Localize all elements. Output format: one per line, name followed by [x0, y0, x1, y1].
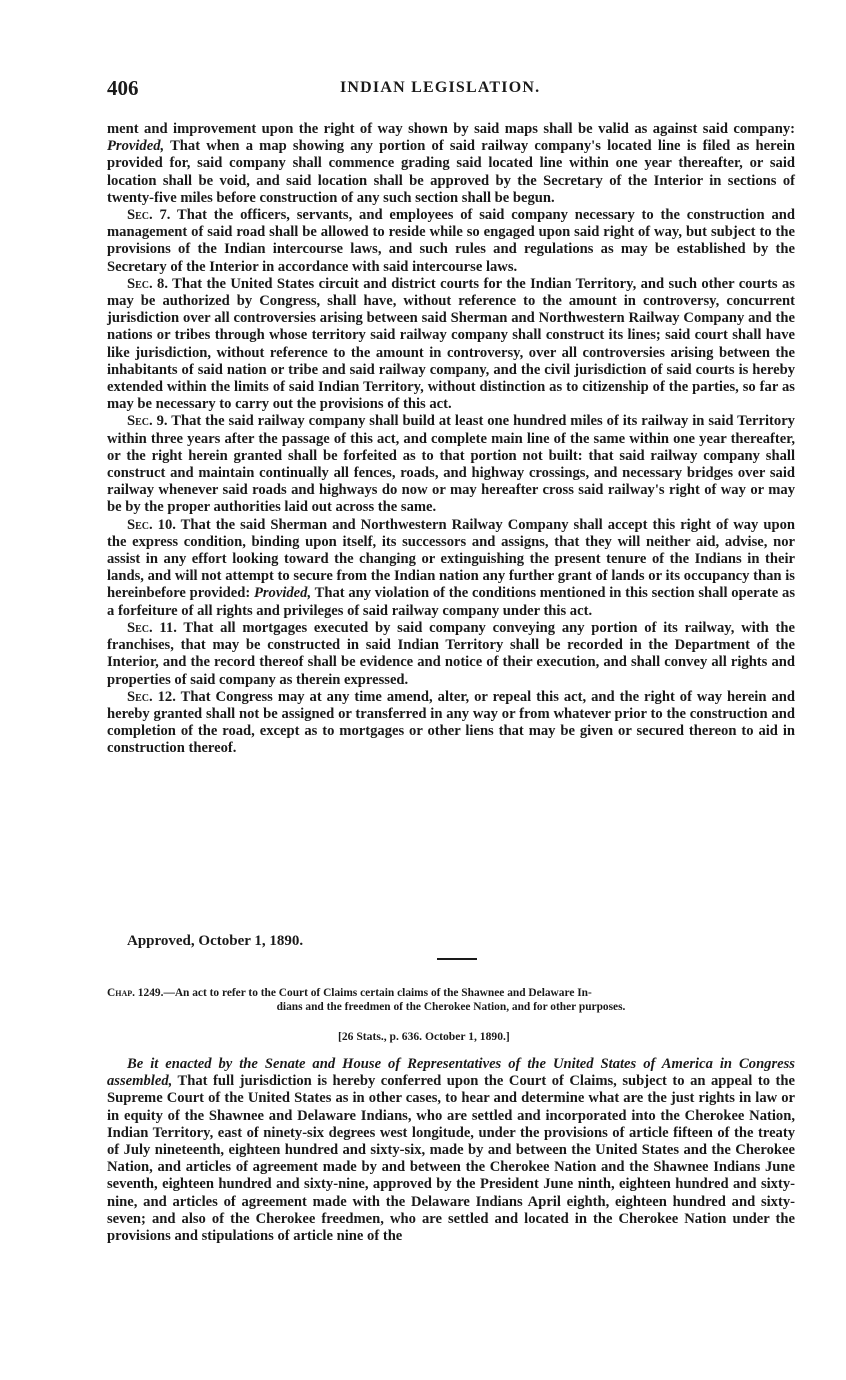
- section-text: That Congress may at any time amend, alter, or repeal this act, and the right of way herein and hereby granted shall not be assigned or transferred in any way or from whatever prior to the construction and completion of the road, except as to mortgages or other liens that may be given or secured thereon to aid in construction thereof.: [107, 688, 795, 757]
- section-text: That the United States circuit and district courts for the Indian Territory, and such other courts as may be authorized by Congress, shall have, without reference to the amount in controversy, concurrent jurisdiction over all controversies arising between said Sherman and Northwestern Railway Company and the nations or tribes through whose territory said railway company shall construct its lines; said court shall have like jurisdiction, without reference to the amount in controversy, over all controversies arising between the inhabitants of said nation or tribe and said railway company, and the civil jurisdiction of said courts is hereby extended within the limits of said Indian Territory, without distinction as to citizenship of the parties, so far as may be necessary to carry out the provisions of this act.: [107, 275, 795, 413]
- section-8: [107, 276, 795, 414]
- enacting-clause: Be it enacted by the Senate and House of Representatives of the United States of America in Congress assembled,: [107, 1056, 795, 1090]
- approval-date: Approved, October 1, 1890.: [127, 933, 304, 949]
- paragraph-text: ment and improvement upon the right of way shown by said maps shall be valid as against said company:: [107, 121, 795, 137]
- section-label: Sec. 12.: [127, 688, 176, 705]
- statute-body: [107, 121, 795, 758]
- section-text: That the said Sherman and Northwestern Railway Company shall accept this right of way upon the express condition, binding upon itself, its successors and assigns, that they will neither aid, advise, nor assist in any effort looking toward the changing or extinguishing the present tenure of the Indians in their lands, and will not attempt to secure from the Indian nation any further grant of lands or its occupancy than is hereinbefore provided:: [107, 516, 795, 602]
- section-label: Sec. 7.: [127, 207, 171, 224]
- statute-citation: [26 Stats., p. 636. October 1, 1890.]: [338, 1030, 510, 1043]
- chapter-title-line1: —An act to refer to the Court of Claims certain claims of the Shawnee and Delaware In-: [163, 987, 592, 999]
- section-text: That the said railway company shall build at least one hundred miles of its railway in said Territory within three years after the passage of this act, and complete main line of the same within one year thereafter, or the right herein granted shall be forfeited as to that portion not built: that said railway company shall construct and maintain continually all fences, roads, and highway crossings, and necessary bridges over said railway whenever said roads and highways do now or may hereafter cross said railway's right of way or may be by the proper authorities laid out across the same.: [107, 413, 795, 516]
- running-head: INDIAN LEGISLATION.: [340, 79, 541, 96]
- enactment-text: That full jurisdiction is hereby conferred upon the Court of Claims, subject to an appeal to the Supreme Court of the United States as in other cases, to hear and determine what are the just rights in law or in equity of the Shawnee and Delaware Indians, who are settled and incorporated into the Cherokee Nation, Indian Territory, east of ninety-six degrees west longitude, under the provisions of article fifteen of the treaty of July nineteenth, eighteen hundred and sixty-six, made by and between the United States and the Cherokee Nation, and articles of agreement made by and between the Cherokee Nation and the Shawnee Indians June seventh, eighteen hundred and sixty-nine, approved by the President June ninth, eighteen hundred and sixty-nine, and articles of agreement made with the Delaware Indians April eighth, eighteen hundred and sixty-seven; and also of the Cherokee freedmen, who are settled and located in the Cherokee Nation under the provisions and stipulations of article nine of the: [107, 1073, 795, 1245]
- continued-paragraph: [107, 121, 795, 207]
- section-label: Sec. 8.: [127, 275, 168, 292]
- section-label: Sec. 10.: [127, 516, 176, 533]
- paragraph-text: That when a map showing any portion of said railway company's located line is filed as herein provided for, said company shall commence grading said located line within one year thereafter, or said location shall be void, and said location shall be approved by the Secretary of the Interior in sections of twenty-five miles before construction of any such section shall be begun.: [107, 138, 795, 206]
- enactment-paragraph: [107, 1056, 795, 1245]
- proviso-term: Provided,: [107, 138, 165, 155]
- section-7: [107, 207, 795, 276]
- section-text: That all mortgages executed by said company conveying any portion of its railway, with the franchises, that may be constructed in said Indian Territory shall be recorded in the Department of the Interior, and the record thereof shall be evidence and notice of their execution, and shall convey all rights and properties of said company as therein expressed.: [107, 619, 795, 688]
- section-10: [107, 517, 795, 620]
- page-number: 406: [107, 76, 139, 100]
- proviso-term: Provided,: [253, 585, 312, 602]
- section-divider: [437, 958, 477, 960]
- chapter-label: Chap. 1249.: [107, 987, 164, 999]
- section-label: Sec. 11.: [127, 619, 177, 636]
- section-text: That the officers, servants, and employees of said company necessary to the construction and management of said road shall be allowed to reside while so engaged upon said right of way, but subject to the provisions of the Indian intercourse laws, and such rules and regulations as may be established by the Secretary of the Interior in accordance with said intercourse laws.: [107, 207, 795, 275]
- chapter-heading: [107, 986, 795, 1014]
- section-11: [107, 620, 795, 689]
- enactment-body: [107, 1056, 795, 1245]
- section-12: [107, 689, 795, 758]
- section-label: Sec. 9.: [127, 413, 168, 430]
- chapter-title-line2: dians and the freedmen of the Cherokee Nation, and for other purposes.: [276, 1001, 626, 1013]
- section-9: [107, 413, 795, 516]
- section-text: That any violation of the conditions mentioned in this section shall operate as a forfeiture of all rights and privileges of said railway company under this act.: [107, 585, 795, 619]
